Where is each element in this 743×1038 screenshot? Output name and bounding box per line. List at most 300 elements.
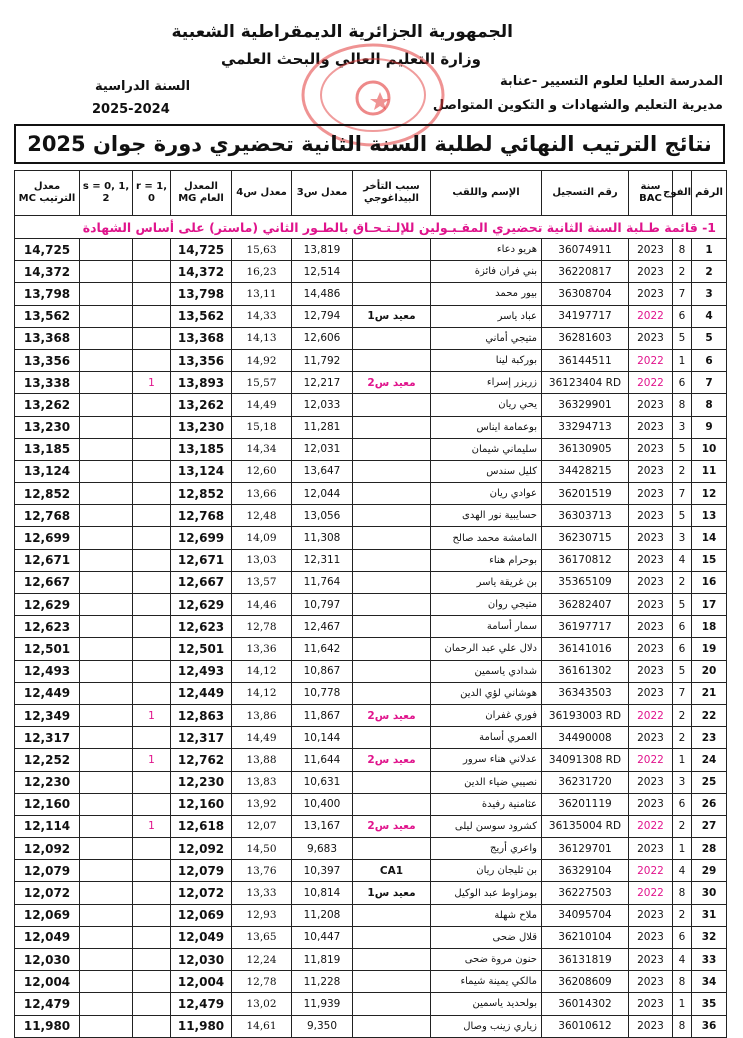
cell-num: 11 [692,460,727,482]
cell-m3: 10,778 [292,682,353,704]
cell-branch: 2 [673,704,692,726]
cell-m4: 12,78 [232,616,292,638]
cell-branch: 6 [673,372,692,394]
cell-branch: 3 [673,527,692,549]
academic-year-value: 2025-2024 [92,102,170,117]
cell-r [133,838,171,860]
cell-name: متيجي روان [431,594,542,616]
cell-m4: 13,86 [232,704,292,726]
col-name-header: الإسم واللقب [431,171,542,216]
cell-s [80,261,133,283]
cell-num: 21 [692,682,727,704]
cell-r [133,904,171,926]
cell-s [80,483,133,505]
cell-mc: 12,449 [15,682,80,704]
col-reg-header: رقم التسجيل [542,171,629,216]
cell-mc: 13,230 [15,416,80,438]
cell-bac: 2023 [629,261,673,283]
cell-m3: 10,447 [292,926,353,948]
cell-mg: 12,762 [171,749,232,771]
cell-num: 23 [692,727,727,749]
cell-mg: 13,124 [171,460,232,482]
cell-num: 22 [692,704,727,726]
cell-reg: 36329901 [542,394,629,416]
cell-mc: 12,667 [15,571,80,593]
page-title [14,124,725,164]
cell-reg: 36135004 RD [542,815,629,837]
cell-m3: 10,867 [292,660,353,682]
cell-r [133,527,171,549]
cell-num: 29 [692,860,727,882]
cell-mg: 12,479 [171,993,232,1015]
cell-r [133,926,171,948]
cell-s [80,860,133,882]
cell-m4: 14,12 [232,660,292,682]
col-mg-header: المعدل العام MG [171,171,232,216]
cell-branch: 1 [673,749,692,771]
cell-r [133,460,171,482]
cell-r [133,283,171,305]
cell-branch: 1 [673,349,692,371]
cell-name: عباد ياسر [431,305,542,327]
cell-num: 10 [692,438,727,460]
cell-mc: 12,349 [15,704,80,726]
cell-r [133,394,171,416]
table-row [15,882,727,904]
cell-m3: 10,797 [292,594,353,616]
table-row [15,549,727,571]
cell-branch: 5 [673,594,692,616]
cell-s [80,749,133,771]
cell-r: 1 [133,749,171,771]
cell-mg: 12,160 [171,793,232,815]
cell-m3: 10,144 [292,727,353,749]
cell-reason [353,460,431,482]
cell-mc: 12,671 [15,549,80,571]
cell-reason [353,505,431,527]
cell-reason [353,261,431,283]
cell-name: قلال ضحى [431,926,542,948]
cell-s [80,682,133,704]
cell-num: 28 [692,838,727,860]
cell-m3: 11,819 [292,949,353,971]
cell-branch: 6 [673,793,692,815]
col-mc-header: معدل الترتيب MC [15,171,80,216]
table-row [15,616,727,638]
cell-bac: 2023 [629,926,673,948]
table-row [15,638,727,660]
cell-reason [353,1015,431,1037]
cell-s [80,882,133,904]
cell-mg: 12,317 [171,727,232,749]
cell-branch: 2 [673,727,692,749]
cell-mc: 12,069 [15,904,80,926]
cell-s [80,971,133,993]
cell-name: بومزاوط عبد الوكيل [431,882,542,904]
table-row [15,727,727,749]
table-row [15,438,727,460]
cell-m4: 13,76 [232,860,292,882]
cell-m3: 10,814 [292,882,353,904]
table-row [15,416,727,438]
cell-mc: 12,072 [15,882,80,904]
cell-m4: 14,46 [232,594,292,616]
cell-reason: معيد س1 [353,305,431,327]
table-row [15,327,727,349]
cell-branch: 3 [673,416,692,438]
cell-s [80,283,133,305]
cell-r [133,349,171,371]
table-row [15,283,727,305]
cell-bac: 2023 [629,660,673,682]
cell-branch: 7 [673,283,692,305]
cell-num: 2 [692,261,727,283]
cell-num: 12 [692,483,727,505]
table-row [15,460,727,482]
cell-s [80,793,133,815]
cell-mg: 13,368 [171,327,232,349]
cell-m4: 13,83 [232,771,292,793]
cell-bac: 2023 [629,949,673,971]
cell-branch: 8 [673,1015,692,1037]
cell-bac: 2022 [629,704,673,726]
cell-s [80,660,133,682]
cell-reg: 36231720 [542,771,629,793]
cell-r [133,416,171,438]
cell-m4: 15,18 [232,416,292,438]
cell-branch: 4 [673,949,692,971]
table-row [15,349,727,371]
table-row [15,571,727,593]
cell-mg: 13,185 [171,438,232,460]
cell-branch: 2 [673,460,692,482]
cell-name: سليماني شيمان [431,438,542,460]
cell-s [80,949,133,971]
cell-s [80,638,133,660]
cell-reg: 36131819 [542,949,629,971]
cell-reason [353,527,431,549]
cell-m4: 14,09 [232,527,292,549]
cell-reg: 36308704 [542,283,629,305]
cell-reason [353,349,431,371]
cell-branch: 6 [673,926,692,948]
cell-mc: 12,079 [15,860,80,882]
cell-s [80,327,133,349]
cell-mg: 12,852 [171,483,232,505]
cell-m4: 13,66 [232,483,292,505]
cell-bac: 2023 [629,838,673,860]
cell-num: 36 [692,1015,727,1037]
cell-mc: 12,623 [15,616,80,638]
table-row [15,305,727,327]
cell-reg: 36193003 RD [542,704,629,726]
table-row [15,660,727,682]
cell-branch: 1 [673,993,692,1015]
cell-name: بوركبة لينا [431,349,542,371]
cell-reg: 36170812 [542,549,629,571]
cell-s [80,926,133,948]
cell-num: 24 [692,749,727,771]
cell-mc: 14,725 [15,239,80,261]
cell-num: 6 [692,349,727,371]
academic-year-label: السنة الدراسية [95,79,191,94]
table-row [15,594,727,616]
cell-bac: 2023 [629,793,673,815]
cell-s [80,815,133,837]
cell-s [80,372,133,394]
cell-branch: 2 [673,904,692,926]
cell-m3: 12,311 [292,549,353,571]
cell-reg: 36130905 [542,438,629,460]
col-bac-header: سنة BAC [629,171,673,216]
cell-name: بوعمامة ايناس [431,416,542,438]
cell-bac: 2023 [629,549,673,571]
col-branch-header: الفوج [673,171,692,216]
cell-branch: 6 [673,305,692,327]
cell-num: 32 [692,926,727,948]
cell-bac: 2023 [629,904,673,926]
cell-mc: 13,368 [15,327,80,349]
cell-mg: 11,980 [171,1015,232,1037]
cell-reg: 36201519 [542,483,629,505]
cell-reason [353,793,431,815]
cell-bac: 2023 [629,594,673,616]
cell-mg: 12,004 [171,971,232,993]
cell-r: 1 [133,372,171,394]
cell-mc: 13,338 [15,372,80,394]
cell-bac: 2023 [629,327,673,349]
cell-num: 5 [692,327,727,349]
cell-m4: 15,63 [232,239,292,261]
cell-reason [353,239,431,261]
cell-reason [353,904,431,926]
cell-mg: 12,501 [171,638,232,660]
col-m4-header: معدل س4 [232,171,292,216]
cell-r [133,327,171,349]
cell-num: 15 [692,549,727,571]
table-row [15,483,727,505]
cell-bac: 2023 [629,394,673,416]
cell-reason: معيد س1 [353,882,431,904]
cell-mc: 13,124 [15,460,80,482]
cell-name: واعري أريج [431,838,542,860]
table-row [15,860,727,882]
cell-name: بن ثليجان ريان [431,860,542,882]
cell-reason [353,283,431,305]
cell-name: كشرود سوسن ليلى [431,815,542,837]
cell-num: 4 [692,305,727,327]
cell-bac: 2023 [629,438,673,460]
cell-reason [353,771,431,793]
cell-reason [353,727,431,749]
cell-bac: 2022 [629,305,673,327]
cell-mg: 12,072 [171,882,232,904]
cell-m3: 14,486 [292,283,353,305]
cell-bac: 2022 [629,349,673,371]
cell-r [133,727,171,749]
cell-bac: 2023 [629,460,673,482]
cell-mg: 12,049 [171,926,232,948]
cell-reason [353,682,431,704]
cell-name: بن غريقة ياسر [431,571,542,593]
cell-m3: 11,764 [292,571,353,593]
cell-reg: 34490008 [542,727,629,749]
cell-s [80,904,133,926]
cell-name: هوشاني لؤي الدين [431,682,542,704]
cell-reason [353,949,431,971]
cell-bac: 2022 [629,749,673,771]
cell-s [80,594,133,616]
table-header-row [15,171,727,216]
cell-m4: 14,61 [232,1015,292,1037]
cell-name: شدادي ياسمين [431,660,542,682]
cell-mg: 13,562 [171,305,232,327]
cell-num: 25 [692,771,727,793]
cell-reg: 36010612 [542,1015,629,1037]
cell-m4: 13,92 [232,793,292,815]
cell-m4: 13,02 [232,993,292,1015]
cell-branch: 7 [673,483,692,505]
cell-s [80,838,133,860]
cell-m4: 12,24 [232,949,292,971]
cell-reason [353,638,431,660]
page-title-text: نتائج الترتيب النهائي لطلبة السنة الثانية تحضيري دورة جوان 2025 [27,132,712,156]
cell-m4: 15,57 [232,372,292,394]
table-row [15,993,727,1015]
cell-mg: 13,798 [171,283,232,305]
cell-mc: 12,699 [15,527,80,549]
cell-bac: 2023 [629,682,673,704]
cell-mc: 14,372 [15,261,80,283]
cell-s [80,616,133,638]
cell-mg: 14,725 [171,239,232,261]
cell-mg: 12,629 [171,594,232,616]
cell-num: 34 [692,971,727,993]
cell-mc: 12,230 [15,771,80,793]
cell-mc: 13,798 [15,283,80,305]
cell-r [133,505,171,527]
cell-name: العمري أسامة [431,727,542,749]
table-row [15,239,727,261]
cell-branch: 8 [673,394,692,416]
cell-num: 14 [692,527,727,549]
cell-m3: 11,208 [292,904,353,926]
cell-reason [353,971,431,993]
table-row [15,505,727,527]
cell-reg: 36343503 [542,682,629,704]
cell-r [133,793,171,815]
cell-mg: 12,863 [171,704,232,726]
cell-reason [353,926,431,948]
cell-r [133,971,171,993]
cell-r [133,993,171,1015]
cell-m4: 14,34 [232,438,292,460]
table-row [15,971,727,993]
cell-m3: 9,350 [292,1015,353,1037]
cell-mc: 12,092 [15,838,80,860]
cell-m4: 14,50 [232,838,292,860]
cell-bac: 2022 [629,882,673,904]
cell-reason: معيد س2 [353,704,431,726]
cell-s [80,416,133,438]
cell-num: 7 [692,372,727,394]
cell-bac: 2023 [629,505,673,527]
cell-num: 8 [692,394,727,416]
cell-reg: 36329104 [542,860,629,882]
cell-reg: 36220817 [542,261,629,283]
cell-m3: 11,228 [292,971,353,993]
cell-name: بولحديد ياسمين [431,993,542,1015]
cell-bac: 2023 [629,771,673,793]
col-m3-header: معدل س3 [292,171,353,216]
cell-reason [353,571,431,593]
cell-num: 1 [692,239,727,261]
cell-m4: 14,13 [232,327,292,349]
cell-num: 31 [692,904,727,926]
cell-m3: 12,217 [292,372,353,394]
cell-s [80,549,133,571]
cell-s [80,460,133,482]
cell-bac: 2023 [629,416,673,438]
cell-s [80,527,133,549]
cell-reg: 34197717 [542,305,629,327]
table-row [15,793,727,815]
cell-s [80,239,133,261]
cell-branch: 5 [673,505,692,527]
cell-m4: 13,65 [232,926,292,948]
cell-bac: 2023 [629,616,673,638]
cell-m4: 13,36 [232,638,292,660]
cell-m3: 12,033 [292,394,353,416]
cell-reg: 36230715 [542,527,629,549]
cell-reason [353,483,431,505]
cell-branch: 6 [673,616,692,638]
cell-branch: 5 [673,327,692,349]
cell-reg: 34091308 RD [542,749,629,771]
cell-m4: 13,33 [232,882,292,904]
table-row [15,904,727,926]
cell-mc: 13,262 [15,394,80,416]
cell-m4: 14,49 [232,394,292,416]
cell-bac: 2023 [629,1015,673,1037]
cell-reason: معيد س2 [353,749,431,771]
col-num-header: الرقم [692,171,727,216]
cell-m3: 11,939 [292,993,353,1015]
cell-s [80,305,133,327]
cell-branch: 5 [673,438,692,460]
cell-reason [353,594,431,616]
col-r-header: r = 1, 0 [133,171,171,216]
cell-r [133,660,171,682]
cell-s [80,993,133,1015]
cell-name: بيور محمد [431,283,542,305]
cell-name: متيجي أماني [431,327,542,349]
cell-m4: 14,92 [232,349,292,371]
cell-mc: 12,252 [15,749,80,771]
cell-reg: 35365109 [542,571,629,593]
cell-reason [353,660,431,682]
cell-reg: 36282407 [542,594,629,616]
cell-name: مالكي يمينة شيماء [431,971,542,993]
cell-r [133,860,171,882]
cell-branch: 6 [673,638,692,660]
cell-s [80,571,133,593]
cell-reg: 36281603 [542,327,629,349]
cell-r: 1 [133,704,171,726]
cell-branch: 5 [673,660,692,682]
cell-reg: 34095704 [542,904,629,926]
cell-bac: 2023 [629,483,673,505]
